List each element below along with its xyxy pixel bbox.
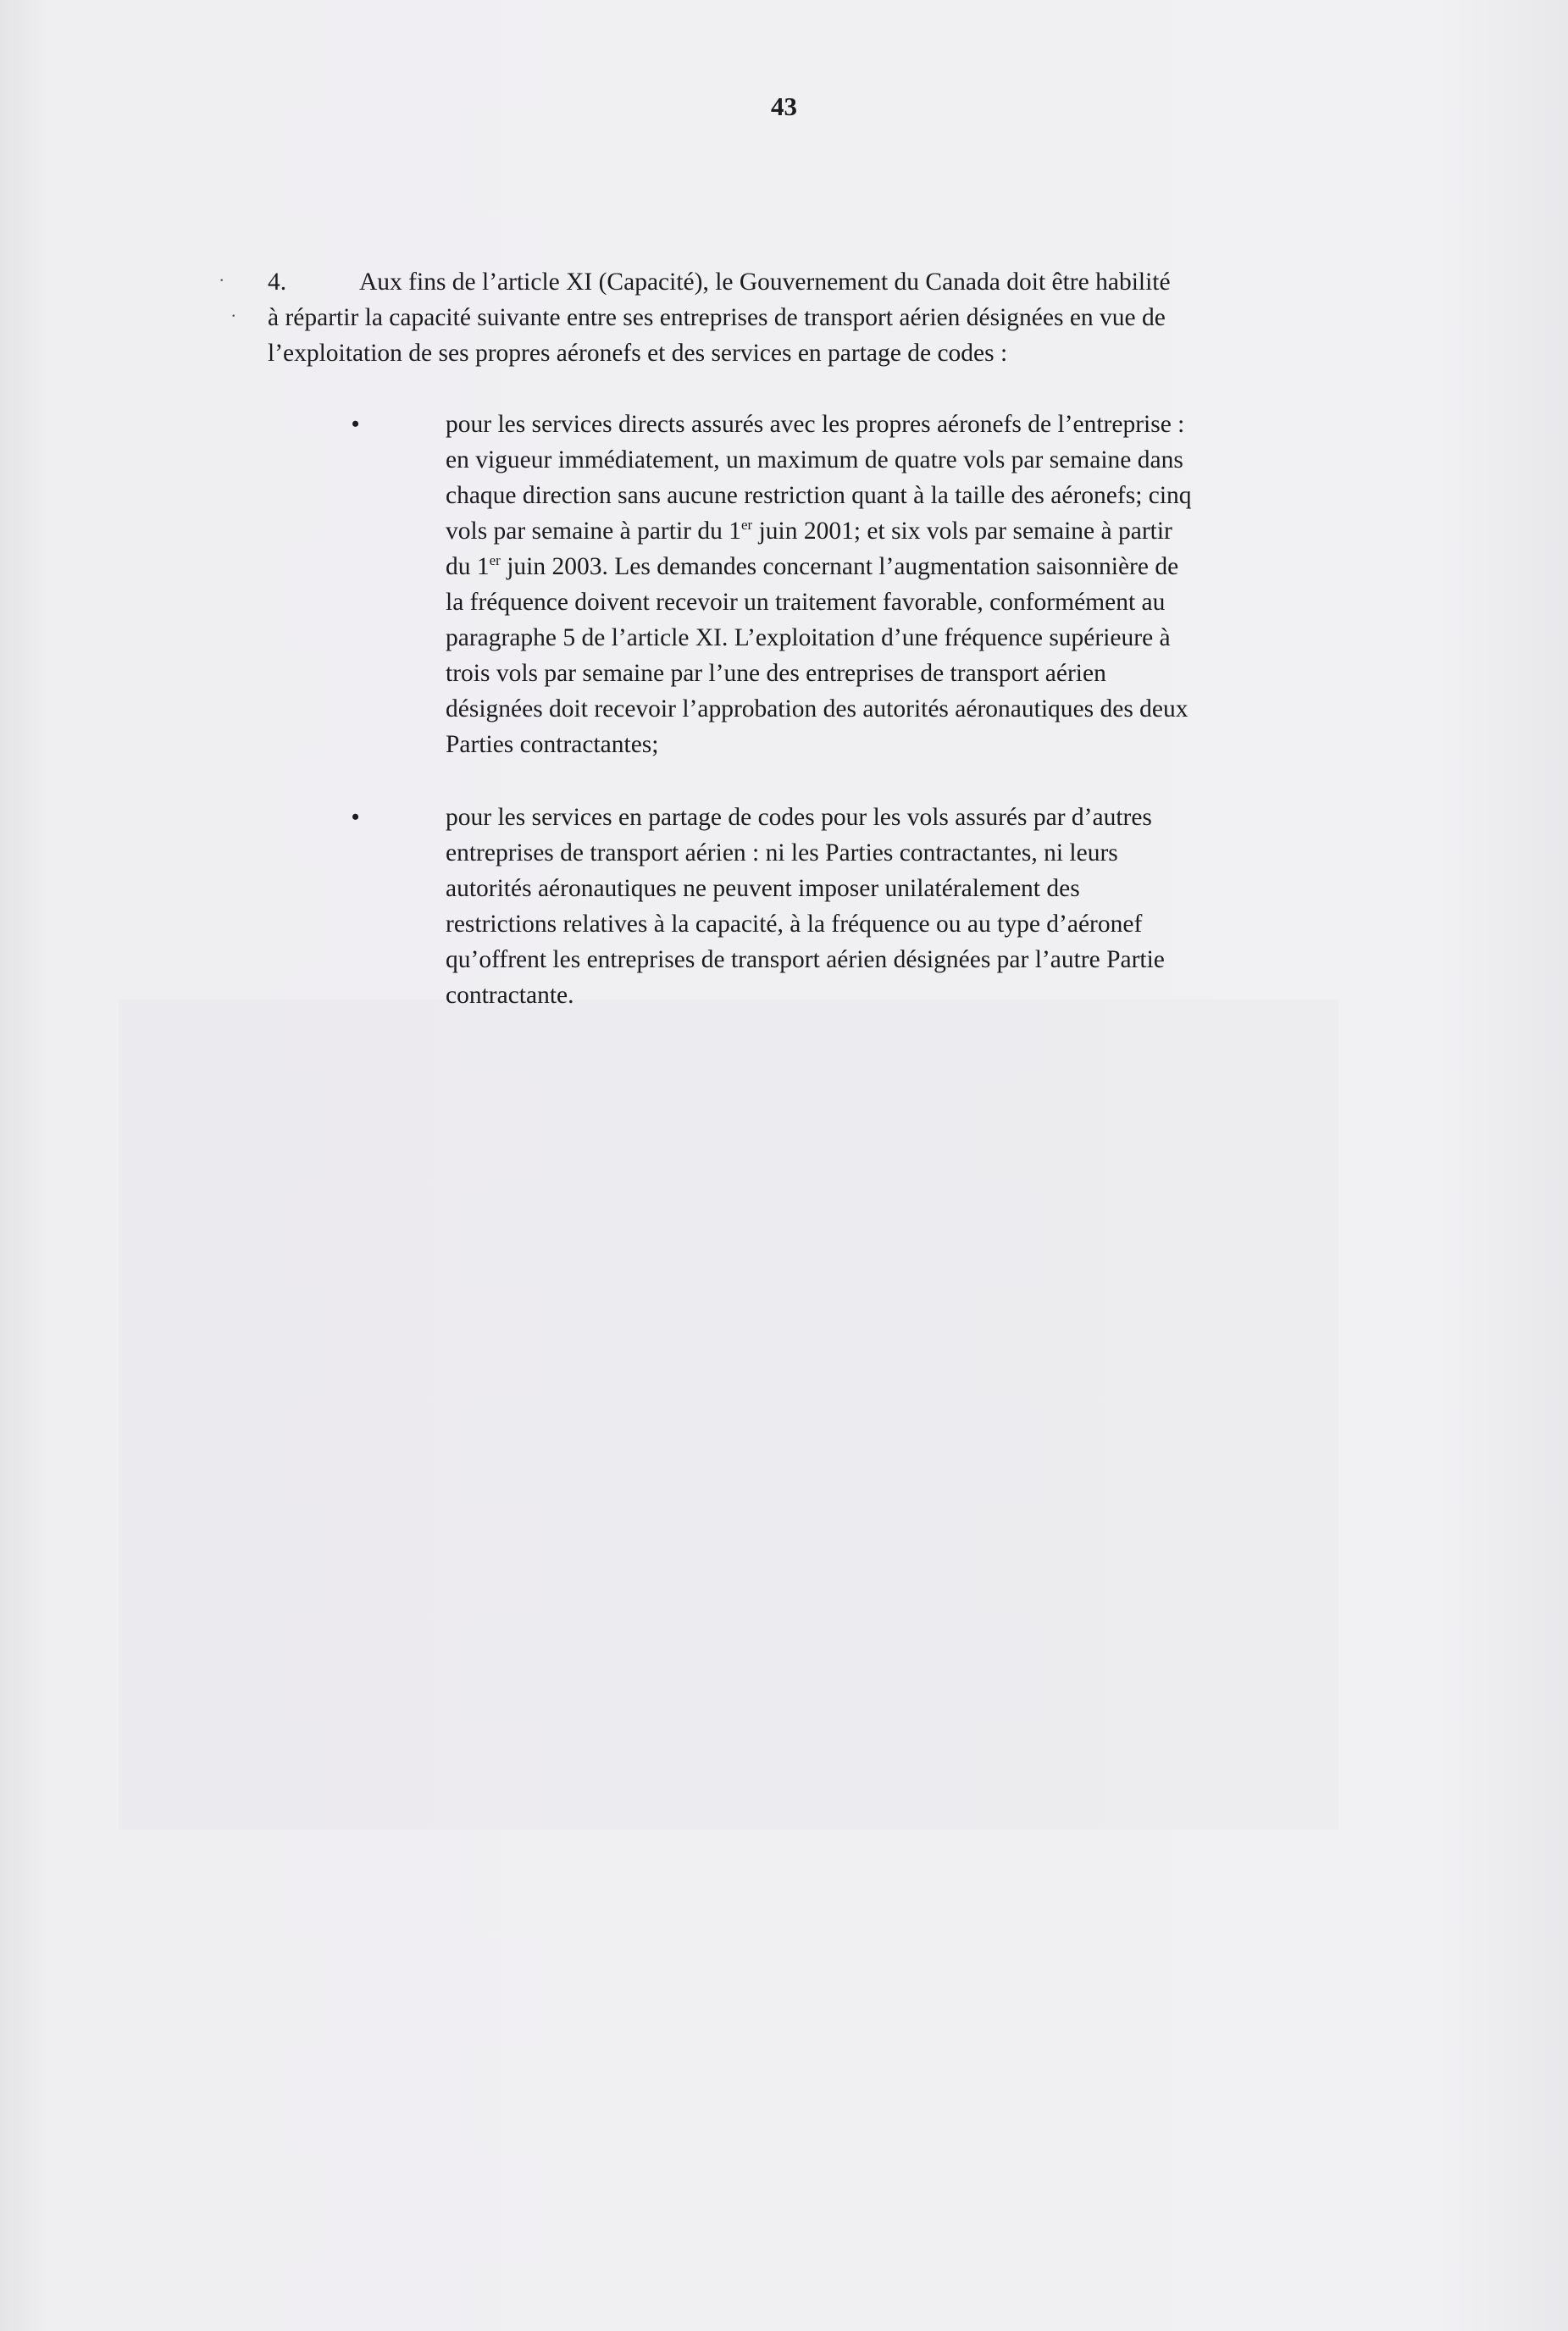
text-segment: du 1 xyxy=(446,553,490,580)
bleed-through-text xyxy=(144,1016,1330,1779)
bullet-line: la fréquence doivent recevoir un traitement favorable, conformément au xyxy=(446,589,1166,616)
bullet-line: trois vols par semaine par l’une des entreprises de transport aérien xyxy=(446,660,1106,687)
bullet-line: pour les services en partage de codes pour les vols assurés par d’autres xyxy=(446,804,1152,831)
bullet-line: qu’offrent les entreprises de transport aérien désignées par l’autre Partie xyxy=(446,946,1165,973)
bullet-text xyxy=(446,407,1344,762)
paragraph-number: 4. xyxy=(268,269,287,296)
paragraph-line: l’exploitation de ses propres aéronefs et des services en partage de codes : xyxy=(268,340,1008,367)
paragraph-4 xyxy=(268,264,1344,371)
page-number: 43 xyxy=(771,91,797,121)
bullet-line: chaque direction sans aucune restriction quant à la taille des aéronefs; cinq xyxy=(446,482,1192,509)
text-segment: juin 2003. Les demandes concernant l’augmentation saisonnière de xyxy=(500,553,1179,580)
bullet-line: pour les services directs assurés avec les propres aéronefs de l’entreprise : xyxy=(446,411,1185,438)
bullet-marker: • xyxy=(352,805,360,829)
paragraph-line: Aux fins de l’article XI (Capacité), le Gouvernement du Canada doit être habilité xyxy=(359,269,1171,296)
margin-mark: · xyxy=(219,269,225,291)
bullet-line-with-superscript xyxy=(446,549,1344,584)
bullet-line: restrictions relatives à la capacité, à la fréquence ou au type d’aéronef xyxy=(446,911,1143,938)
bullet-line: paragraphe 5 de l’article XI. L’exploitation d’une fréquence supérieure à xyxy=(446,624,1171,651)
bullet-text xyxy=(446,800,1344,1013)
text-segment: vols par semaine à partir du 1 xyxy=(446,518,741,545)
superscript: er xyxy=(489,552,501,568)
bullet-line: en vigueur immédiatement, un maximum de quatre vols par semaine dans xyxy=(446,446,1183,473)
bullet-line: désignées doit recevoir l’approbation des autorités aéronautiques des deux xyxy=(446,695,1188,723)
bullet-marker: • xyxy=(352,412,360,436)
margin-mark: · xyxy=(230,305,237,326)
paragraph-line: à répartir la capacité suivante entre ses entreprises de transport aérien désignées en vue de xyxy=(268,304,1166,331)
text-segment: juin 2001; et six vols par semaine à partir xyxy=(752,518,1172,545)
bullet-line: Parties contractantes; xyxy=(446,731,659,758)
bullet-line: entreprises de transport aérien : ni les Parties contractantes, ni leurs xyxy=(446,839,1118,867)
bullet-line-with-superscript xyxy=(446,513,1344,549)
superscript: er xyxy=(740,517,753,533)
bullet-line: contractante. xyxy=(446,982,574,1009)
bullet-line: autorités aéronautiques ne peuvent imposer unilatéralement des xyxy=(446,875,1080,902)
